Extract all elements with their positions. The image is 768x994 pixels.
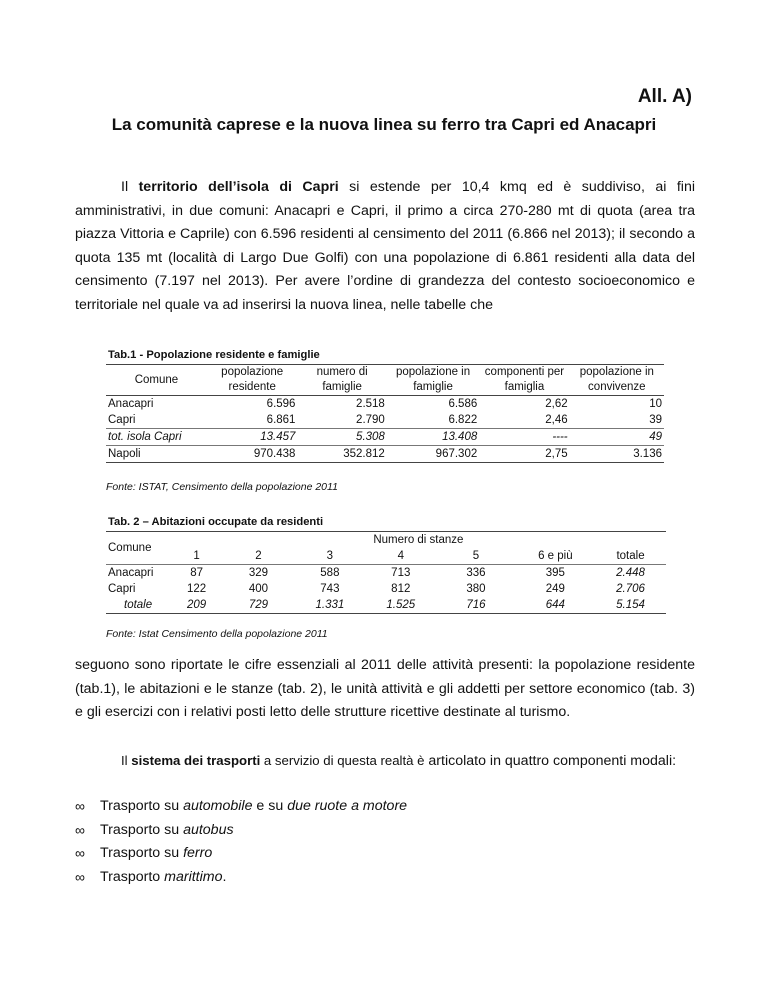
table-cell: 2,75 (479, 446, 569, 463)
table-cell: 812 (391, 583, 411, 595)
infinity-bullet-icon: ∞ (75, 845, 85, 861)
tab1-header: componenti per famiglia (479, 365, 569, 396)
mode-italic: marittimo (164, 868, 223, 885)
table-cell: 2,62 (545, 398, 568, 410)
table-row (106, 412, 664, 429)
table-cell: 6.861 (266, 414, 296, 426)
tab1-header: Comune (106, 365, 207, 396)
table-cell: 395 (545, 567, 565, 579)
table-cell: 2.790 (356, 414, 385, 426)
transport-text: articolato in quattro componenti modali: (424, 753, 677, 769)
tab1-caption: Tab.1 - Popolazione residente e famiglie (108, 349, 320, 361)
table-cell: totale (106, 597, 171, 614)
table-cell: 352.812 (297, 446, 386, 463)
tab1-header: popolazione in convivenze (570, 365, 664, 396)
table-cell: 13.457 (207, 429, 298, 446)
table-cell: 400 (248, 583, 269, 595)
table-cell: Capri (108, 583, 136, 595)
tab1-header: numero di famiglie (297, 365, 386, 396)
table-cell: 1.525 (365, 597, 436, 614)
tab1-source: Fonte: ISTAT, Censimento della popolazione 2011 (106, 481, 338, 493)
list-item (75, 866, 407, 890)
intro-text: si estende per 10,4 kmq ed è suddiviso, ai fini amministrativi, in due comuni: Anacapri e Capri, il primo a circa 270-280 mt di quota (area tra piazza Vittoria e Caprile) con 6.596 residenti al censimento del 2011 (6.866 nel 2013); il secondo a quota 135 mt (località di Largo Due Golfi) con una popolazione di 6.861 residenti alla data del censimento (7.197 nel 2013). Per avere l’ordine di grandezza del contesto socioeconomico e territoriale nel quale va ad inserirsi la nuova linea, nelle tabelle che (75, 179, 696, 313)
tab2-header: 6 e più (516, 548, 595, 565)
mode-italic: automobile (183, 798, 253, 814)
table-cell: 380 (466, 583, 486, 595)
infinity-bullet-icon: ∞ (75, 798, 85, 814)
table-row (106, 429, 664, 446)
list-item (75, 795, 407, 819)
table-cell: 729 (222, 597, 294, 614)
table-cell: 2.706 (616, 583, 645, 595)
annex-label: All. A) (637, 86, 692, 107)
table-cell: 644 (516, 597, 595, 614)
mode-prefix: Trasporto su (100, 798, 184, 814)
tab2-header: 3 (294, 548, 365, 565)
tab1-header: popolazione in famiglie (387, 365, 479, 396)
transport-text-small: a servizio di questa realtà è (260, 753, 425, 768)
table-cell: 743 (320, 583, 340, 595)
tab2-header: 5 (436, 548, 515, 565)
table-cell: Anacapri (108, 398, 154, 410)
table-cell: 336 (466, 567, 486, 579)
tab1-header: popolazione residente (207, 365, 298, 396)
table-row (106, 597, 666, 614)
table-cell: 209 (171, 597, 223, 614)
mode-prefix: Trasporto su (100, 821, 184, 838)
table-cell: 970.438 (207, 446, 298, 463)
table-cell: 713 (391, 567, 411, 579)
table-cell: 87 (190, 567, 203, 579)
mode-prefix: Trasporto su (100, 845, 184, 861)
table-cell: Anacapri (108, 567, 154, 579)
tab2-header: 2 (222, 548, 294, 565)
transport-modes-list (75, 795, 407, 889)
table-cell: 13.408 (387, 429, 479, 446)
transport-bold: sistema dei trasporti (131, 753, 261, 768)
tab2-group-header: Numero di stanze (171, 532, 666, 549)
table-cell: 49 (570, 429, 664, 446)
population-table (106, 364, 664, 463)
table-cell: 588 (320, 567, 340, 579)
table-cell: Capri (108, 414, 136, 426)
table-cell: 6.596 (266, 398, 296, 410)
intro-lead: Il (121, 179, 139, 195)
table-cell: 2,46 (545, 414, 568, 426)
table-cell: 716 (436, 597, 515, 614)
mode-italic: autobus (183, 821, 234, 838)
table-cell: 3.136 (570, 446, 664, 463)
intro-bold: territorio dell’isola di Capri (138, 179, 339, 195)
table-cell: 967.302 (387, 446, 479, 463)
table-cell: ---- (479, 429, 569, 446)
tab2-header: totale (595, 548, 666, 565)
table-cell: 5.154 (595, 597, 666, 614)
infinity-bullet-icon: ∞ (75, 868, 85, 885)
mode-middle: e su (252, 798, 288, 814)
table-cell: Napoli (106, 446, 207, 463)
table-row (106, 396, 664, 413)
table-cell: 2.448 (616, 567, 645, 579)
table-cell: 1.331 (294, 597, 365, 614)
table-cell: 249 (545, 583, 565, 595)
table-row (106, 581, 666, 597)
mode-prefix: Trasporto (100, 868, 165, 885)
mode-italic: ferro (183, 845, 213, 861)
tab2-comune-header: Comune (106, 532, 171, 565)
list-item (75, 819, 407, 843)
tab2-source: Fonte: Istat Censimento della popolazione 2011 (106, 628, 328, 640)
table-cell: 6.822 (448, 414, 478, 426)
list-item (75, 842, 407, 866)
table-cell: 39 (649, 414, 662, 426)
table-cell: 6.586 (448, 398, 478, 410)
table-row (106, 446, 664, 463)
infinity-bullet-icon: ∞ (75, 821, 85, 838)
continuation-paragraph: seguono sono riportate le cifre essenziali al 2011 delle attività presenti: la popolazione residente (tab.1), le abitazioni e le stanze (tab. 2), le unità attività e gli addetti per settore economico (tab. 3) e gli esercizi con i relativi posti letto delle strutture ricettive destinate al turismo. (75, 657, 695, 720)
page-title: La comunità caprese e la nuova linea su ferro tra Capri ed Anacapri (111, 115, 657, 134)
table-cell: tot. isola Capri (106, 429, 207, 446)
table-row (106, 565, 666, 582)
table-cell: 10 (649, 398, 662, 410)
table-cell: 122 (186, 583, 207, 595)
mode-suffix: . (222, 868, 227, 885)
tab2-caption: Tab. 2 – Abitazioni occupate da residenti (108, 516, 324, 528)
transport-lead: Il (121, 753, 132, 768)
tab2-header: 4 (365, 548, 436, 565)
mode-italic-2: due ruote a motore (287, 798, 408, 814)
transport-paragraph (75, 749, 695, 774)
table-cell: 329 (248, 567, 269, 579)
dwellings-table (106, 531, 666, 614)
intro-paragraph (75, 176, 695, 317)
table-cell: 5.308 (297, 429, 386, 446)
tab2-header: 1 (171, 548, 223, 565)
table-cell: 2.518 (356, 398, 385, 410)
